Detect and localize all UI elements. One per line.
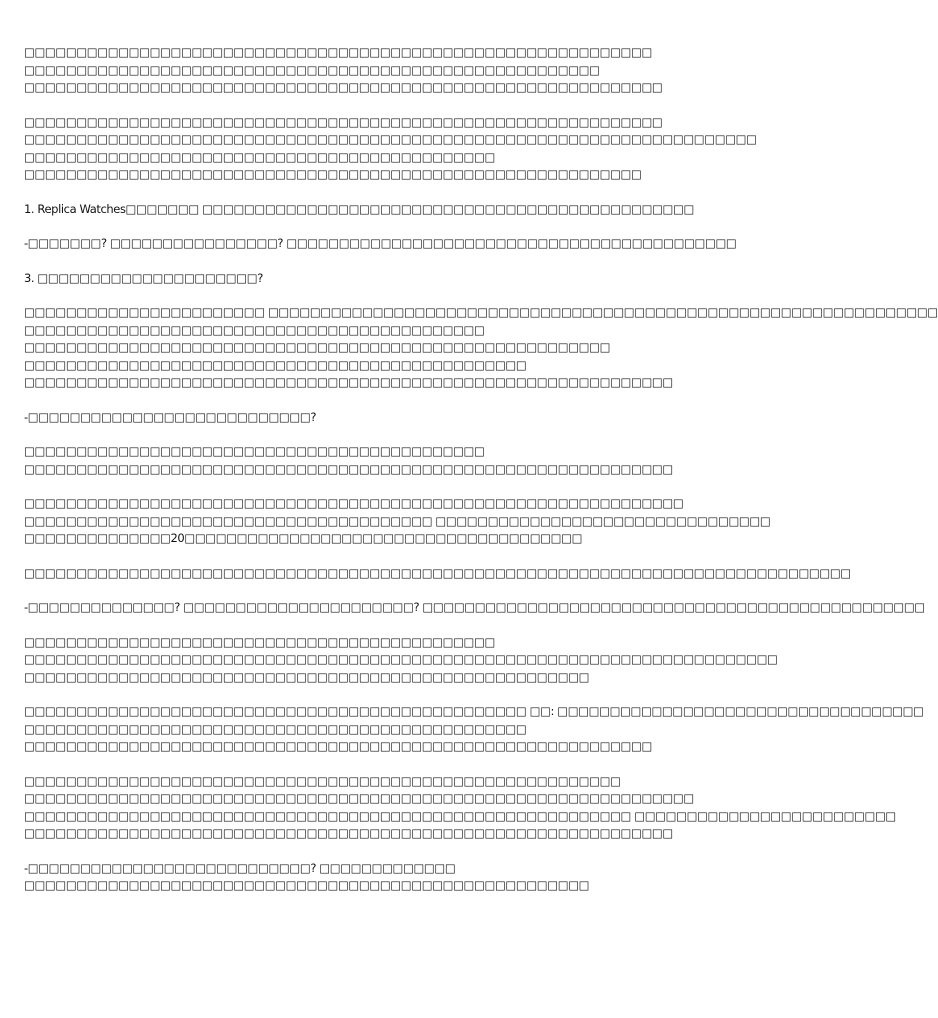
text-line: □□□□□□□□□□□□□□□□□□□□□□□□□□□□□□□□□□□□□□□□□□□□□□□□□□□□□□□□□□□□: [24, 45, 652, 59]
paragraph: [24, 773, 896, 843]
text-line: 1. Replica Watches□□□□□□□ □□□□□□□□□□□□□□□□□□□□□□□□□□□□□□□□□□□□□□□□□□□□□□□: [24, 201, 694, 216]
text-line: □□□□□□□□□□□□□□□□□□□□□□□□□□□□□□□□□□□□□□□ □□□□□□□□□□□□□□□□□□□□□□□□□□□□□□□□: [24, 513, 771, 528]
text-line: □□□□□□□□□□□□□□□□□□□□□□□□□□□□□□□□□□□□□□□□□□□□□□□□□□□□□□□□□□□□□□□□: [24, 791, 694, 805]
paragraph: [24, 44, 704, 97]
text-line: □□□□□□□□□□□□□□□□□□□□□□□□□□□□□□□□□□□□□□□□□□□□□□□□□□□□□□□□□□□□□□: [24, 375, 673, 389]
text-line: □□□□□□□□□□□□□□□□□□□□□□□□□□□□□□□□□□□□□□□□□□□□□□□□□□□□□□: [24, 669, 590, 684]
text-line: □□□□□□□□□□□□□□□□□□□□□□□□□□□□□□□□□□□□□□□□□□□□□□□□□□□□□□□□□□□□□: [24, 114, 663, 129]
text-line: □□□□□□□□□□□□□□20□□□□□□□□□□□□□□□□□□□□□□□□□□□□□□□□□□□□□□: [24, 531, 583, 545]
text-line: □□□□□□□□□□□□□□□□□□□□□□□□□□□□□□□□□□□□□□□□□□□□□□□□□□□□□□□□□□□□□□□□□□□□□□□□□□□□□□□: [24, 565, 851, 580]
text-line: -□□□□□□□□□□□□□□□□□□□□□□□□□□□?: [24, 409, 317, 424]
text-line: □□□□□□□□□□□□□□□□□□□□□□□ □□□□□□□□□□□□□□□□□□□□□□□□□□□□□□□□□□□□□□□□□□□□□□□□□□□□□□□□□□□□□□□□: [24, 305, 938, 319]
text-line: -□□□□□□□□□□□□□□? □□□□□□□□□□□□□□□□□□□□□□? □□□□□□□□□□□□□□□□□□□□□□□□□□□□□□□□□□□□□□□□□□□□□□□□: [24, 600, 925, 614]
text-line: □□□□□□□□□□□□□□□□□□□□□□□□□□□□□□□□□□□□□□□□□□□□□□□□□□□□□□□□□□□□: [24, 739, 652, 753]
text-line: □□□□□□□□□□□□□□□□□□□□□□□□□□□□□□□□□□□□□□□□□□□□□□□□□□□□□□□□□: [24, 773, 621, 788]
document-body: [24, 44, 938, 912]
paragraph: [24, 304, 938, 392]
text-line: □□□□□□□□□□□□□□□□□□□□□□□□□□□□□□□□□□□□□□□□□□□□□□□□□□□□□□□□: [24, 340, 611, 354]
text-line: -□□□□□□□? □□□□□□□□□□□□□□□□? □□□□□□□□□□□□□□□□□□□□□□□□□□□□□□□□□□□□□□□□□□□: [24, 236, 737, 250]
text-line: □□□□□□□□□□□□□□□□□□□□□□□□□□□□□□□□□□□□□□□□□□□□□□□□□□□□□□□□□□□□□□□: [24, 496, 684, 510]
text-line: □□□□□□□□□□□□□□□□□□□□□□□□□□□□□□□□□□□□□□□□□□□□: [24, 322, 485, 337]
text-line: □□□□□□□□□□□□□□□□□□□□□□□□□□□□□□□□□□□□□□□□□□□□□□□□□□□□□□□□□□□□□□: [24, 461, 673, 476]
text-line: -□□□□□□□□□□□□□□□□□□□□□□□□□□□? □□□□□□□□□□□□□: [24, 860, 456, 875]
paragraph: [24, 201, 704, 219]
text-line: □□□□□□□□□□□□□□□□□□□□□□□□□□□□□□□□□□□□□□□□□□□□□□□□□□□□□□□□□□□: [24, 167, 642, 181]
text-line: □□□□□□□□□□□□□□□□□□□□□□□□□□□□□□□□□□□□□□□□□□□□□□□□□□□□□□□□□□□□□: [24, 80, 663, 94]
paragraph: [24, 599, 925, 617]
paragraph: [24, 235, 737, 253]
paragraph: [24, 495, 771, 548]
text-line: 3. □□□□□□□□□□□□□□□□□□□□□?: [24, 270, 263, 285]
paragraph: [24, 270, 704, 288]
text-line: □□□□□□□□□□□□□□□□□□□□□□□□□□□□□□□□□□□□□□□□□□□□□□□□□□□□□□□□□□□□□□: [24, 826, 673, 840]
text-line: □□□□□□□□□□□□□□□□□□□□□□□□□□□□□□□□□□□□□□□□□□□□□□□□□□□□□□□□□□□□□□□□□□□□□□: [24, 132, 757, 146]
text-line: □□□□□□□□□□□□□□□□□□□□□□□□□□□□□□□□□□□□□□□□□□□□□□□□ □□: □□□□□□□□□□□□□□□□□□□□□□□□□□□□□□□□□□□: [24, 704, 924, 718]
text-line: □□□□□□□□□□□□□□□□□□□□□□□□□□□□□□□□□□□□□□□□□□□□□□□□: [24, 357, 527, 372]
text-line: □□□□□□□□□□□□□□□□□□□□□□□□□□□□□□□□□□□□□□□□□□□□□□□□: [24, 721, 527, 736]
text-line: □□□□□□□□□□□□□□□□□□□□□□□□□□□□□□□□□□□□□□□□□□□□□□□□□□□□□□□□□□ □□□□□□□□□□□□□□□□□□□□□□□□□: [24, 808, 896, 823]
text-line: □□□□□□□□□□□□□□□□□□□□□□□□□□□□□□□□□□□□□□□□□□□□□: [24, 149, 495, 164]
text-line: □□□□□□□□□□□□□□□□□□□□□□□□□□□□□□□□□□□□□□□□□□□□□□□□□□□□□□□: [24, 62, 600, 77]
text-line: □□□□□□□□□□□□□□□□□□□□□□□□□□□□□□□□□□□□□□□□□□□□□□□□□□□□□□: [24, 878, 590, 892]
paragraph: [24, 114, 757, 184]
paragraph: [24, 703, 924, 756]
paragraph: [24, 565, 851, 583]
text-line: □□□□□□□□□□□□□□□□□□□□□□□□□□□□□□□□□□□□□□□□□□□□□□□□□□□□□□□□□□□□□□□□□□□□□□□□: [24, 652, 778, 666]
paragraph: [24, 409, 704, 427]
paragraph: [24, 443, 704, 478]
paragraph: [24, 634, 778, 687]
text-line: □□□□□□□□□□□□□□□□□□□□□□□□□□□□□□□□□□□□□□□□□□□□□: [24, 634, 495, 649]
paragraph: [24, 860, 704, 895]
text-line: □□□□□□□□□□□□□□□□□□□□□□□□□□□□□□□□□□□□□□□□□□□□: [24, 444, 485, 458]
